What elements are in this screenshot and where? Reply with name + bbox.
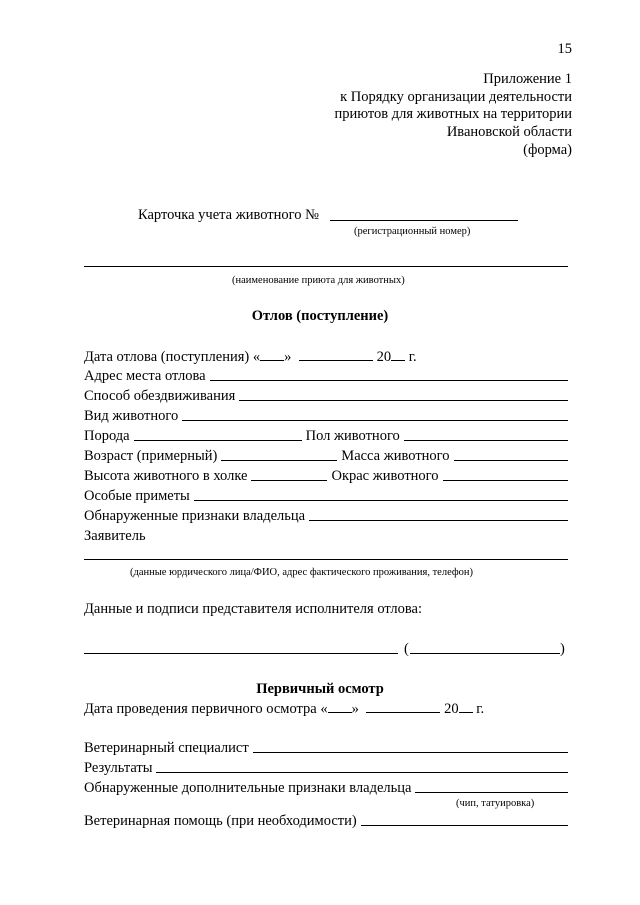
capture-date-quote: » [284, 349, 292, 365]
sex-field[interactable] [404, 440, 568, 441]
card-title: Карточка учета животного № [138, 207, 319, 223]
extra-signs-label: Обнаруженные дополнительные признаки владельца [84, 780, 412, 796]
extra-signs-caption: (чип, татуировка) [456, 798, 535, 809]
immobilize-row [84, 387, 568, 405]
vet-help-field[interactable] [361, 825, 568, 826]
age-label: Возраст (примерный) [84, 448, 218, 464]
capture-heading: Отлов (поступление) [251, 308, 389, 324]
height-label: Высота животного в холке [84, 468, 248, 484]
appendix-line4: Ивановской области [446, 124, 572, 140]
capture-year-suffix: г. [408, 349, 417, 365]
shelter-name-field[interactable] [84, 266, 568, 267]
breed-field[interactable] [134, 440, 302, 441]
exam-month-field[interactable] [366, 712, 440, 713]
height-field[interactable] [251, 480, 327, 481]
exam-date-quote: » [351, 701, 359, 717]
exam-year-prefix: 20 [444, 701, 459, 717]
exam-date-label: Дата проведения первичного осмотра « [84, 701, 328, 717]
species-row [84, 407, 568, 425]
representative-signature-field[interactable] [410, 653, 560, 654]
marks-row [84, 487, 568, 505]
appendix-line2: к Порядку организации деятельности [340, 89, 572, 105]
reg-number-caption: (регистрационный номер) [354, 226, 471, 237]
mass-label: Масса животного [341, 448, 450, 464]
breed-label: Порода [84, 428, 130, 444]
vet-help-row [84, 812, 568, 830]
age-field[interactable] [221, 460, 337, 461]
address-row [84, 367, 568, 385]
capture-year-prefix: 20 [376, 349, 392, 365]
breed-sex-row [84, 427, 568, 445]
signature-close-paren: ) [560, 641, 565, 657]
applicant-field[interactable] [84, 559, 568, 560]
exam-year-field[interactable] [459, 712, 473, 713]
color-label: Окрас животного [331, 468, 439, 484]
address-field[interactable] [210, 380, 568, 381]
vet-field[interactable] [253, 752, 568, 753]
results-field[interactable] [156, 772, 568, 773]
mass-field[interactable] [454, 460, 568, 461]
extra-signs-field[interactable] [415, 792, 568, 793]
exam-year-suffix: г. [476, 701, 485, 717]
results-row [84, 759, 568, 777]
vet-label: Ветеринарный специалист [84, 740, 249, 756]
color-field[interactable] [443, 480, 569, 481]
capture-date-row [84, 348, 417, 366]
capture-year-field[interactable] [391, 360, 405, 361]
vet-row [84, 739, 568, 757]
extra-signs-row [84, 779, 568, 797]
signature-open-paren: ( [404, 641, 409, 657]
applicant-caption: (данные юрдического лица/ФИО, адрес фактического проживания, телефон) [130, 567, 474, 578]
capture-day-field[interactable] [260, 360, 284, 361]
representative-data-field[interactable] [84, 653, 398, 654]
appendix-form-label: (форма) [523, 142, 572, 158]
owner-signs-label: Обнаруженные признаки владельца [84, 508, 306, 524]
appendix-title: Приложение 1 [483, 71, 572, 87]
species-label: Вид животного [84, 408, 179, 424]
vet-help-label: Ветеринарная помощь (при необходимости) [84, 813, 357, 829]
exam-date-row [84, 700, 484, 718]
shelter-name-caption: (наименование приюта для животных) [232, 275, 405, 286]
capture-month-field[interactable] [299, 360, 373, 361]
page-number: 15 [557, 41, 572, 57]
sex-label: Пол животного [305, 428, 400, 444]
species-field[interactable] [182, 420, 568, 421]
age-mass-row [84, 447, 568, 465]
immobilize-field[interactable] [239, 400, 568, 401]
results-label: Результаты [84, 760, 153, 776]
applicant-label: Заявитель [84, 528, 146, 544]
address-label: Адрес места отлова [84, 368, 206, 384]
owner-signs-field[interactable] [309, 520, 568, 521]
reg-number-field[interactable] [330, 220, 518, 221]
capture-date-label: Дата отлова (поступления) « [84, 349, 261, 365]
appendix-line3: приютов для животных на территории [334, 106, 572, 122]
exam-day-field[interactable] [328, 712, 352, 713]
owner-signs-row [84, 507, 568, 525]
height-color-row [84, 467, 568, 485]
representative-label: Данные и подписи представителя исполнителя отлова: [84, 601, 422, 617]
immobilize-label: Способ обездвиживания [84, 388, 236, 404]
exam-heading: Первичный осмотр [256, 681, 384, 697]
marks-field[interactable] [194, 500, 568, 501]
marks-label: Особые приметы [84, 488, 190, 504]
